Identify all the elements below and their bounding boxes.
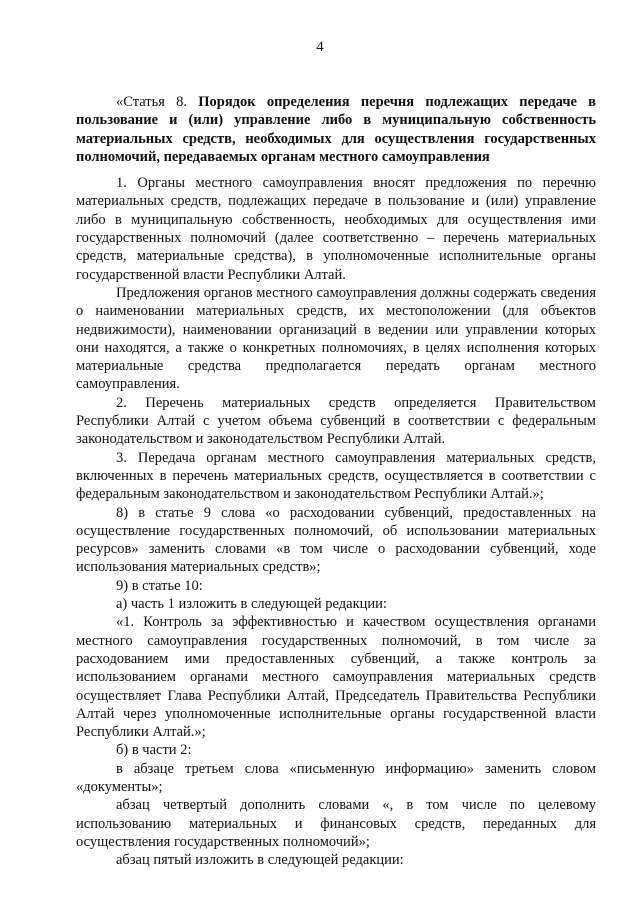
paragraph: а) часть 1 изложить в следующей редакции: xyxy=(116,596,387,613)
paragraph: 2. Перечень материальных средств определяется Правительством Республики Алтай с учетом объема субвенций в соответствии с федеральным законодательством и законодательством Республики Алтай. xyxy=(76,394,596,448)
article-prefix: «Статья 8. xyxy=(116,94,188,110)
paragraph: 3. Передача органам местного самоуправления материальных средств, включенных в перечень материальных средств, осуществляется в соответствии с федеральным законодательством и законодательством Республики Алтай.»; xyxy=(76,449,596,503)
paragraph: «1. Контроль за эффективностью и качеством осуществления органами местного самоуправления государственных полномочий, в том числе за расходованием ими предоставленных субвенций, а также контроль за использованием органами местного самоуправления материальных средств осуществляет Глава Республики Алтай, Председатель Правительства Республики Алтай через уполномоченные исполнительные органы государственной власти Республики Алтай.»; xyxy=(76,614,596,741)
paragraph: Предложения органов местного самоуправления должны содержать сведения о наименовании материальных средств, их местоположении (для объектов недвижимости), наименовании организаций в ведении или управлении которых они находятся, а также о конкретных полномочиях, в целях исполнения которых материальные средства предполагается передать органам местного самоуправления. xyxy=(76,284,596,393)
paragraph: 8) в статье 9 слова «о расходовании субвенций, предоставленных на осуществление государственных полномочий, об использовании материальных ресурсов» заменить словами «в том числе о расходовании субвенций, ходе использования материальных средств»; xyxy=(76,504,596,576)
paragraph: 1. Органы местного самоуправления вносят предложения по перечню материальных средств, подлежащих передаче в пользование и (или) управление либо в муниципальную собственность, необходимых для осуществления ими государственных полномочий (далее соответственно – перечень материальных средств, материальные средства), в уполномоченные исполнительные органы государственной власти Республики Алтай. xyxy=(76,175,596,283)
paragraph: в абзаце третьем слова «письменную информацию» заменить словом «документы»; xyxy=(76,760,596,795)
paragraph: абзац четвертый дополнить словами «, в том числе по целевому использованию материальных и финансовых средств, переданных для осуществления государственных полномочий»; xyxy=(76,797,596,850)
page-number: 4 xyxy=(316,39,324,55)
paragraph: абзац пятый изложить в следующей редакции: xyxy=(116,852,404,869)
spacer xyxy=(76,166,596,174)
paragraph: б) в части 2: xyxy=(116,742,192,759)
paragraph: 9) в статье 10: xyxy=(116,577,203,594)
article-title: Порядок определения перечня подлежащих передаче в пользование и (или) управление либо в муниципальную собственность материальных средств, необходимых для осуществления государственных полномочий, передаваемых органам местного самоуправления xyxy=(76,94,597,165)
article-heading xyxy=(76,93,596,166)
document-body xyxy=(76,93,596,869)
